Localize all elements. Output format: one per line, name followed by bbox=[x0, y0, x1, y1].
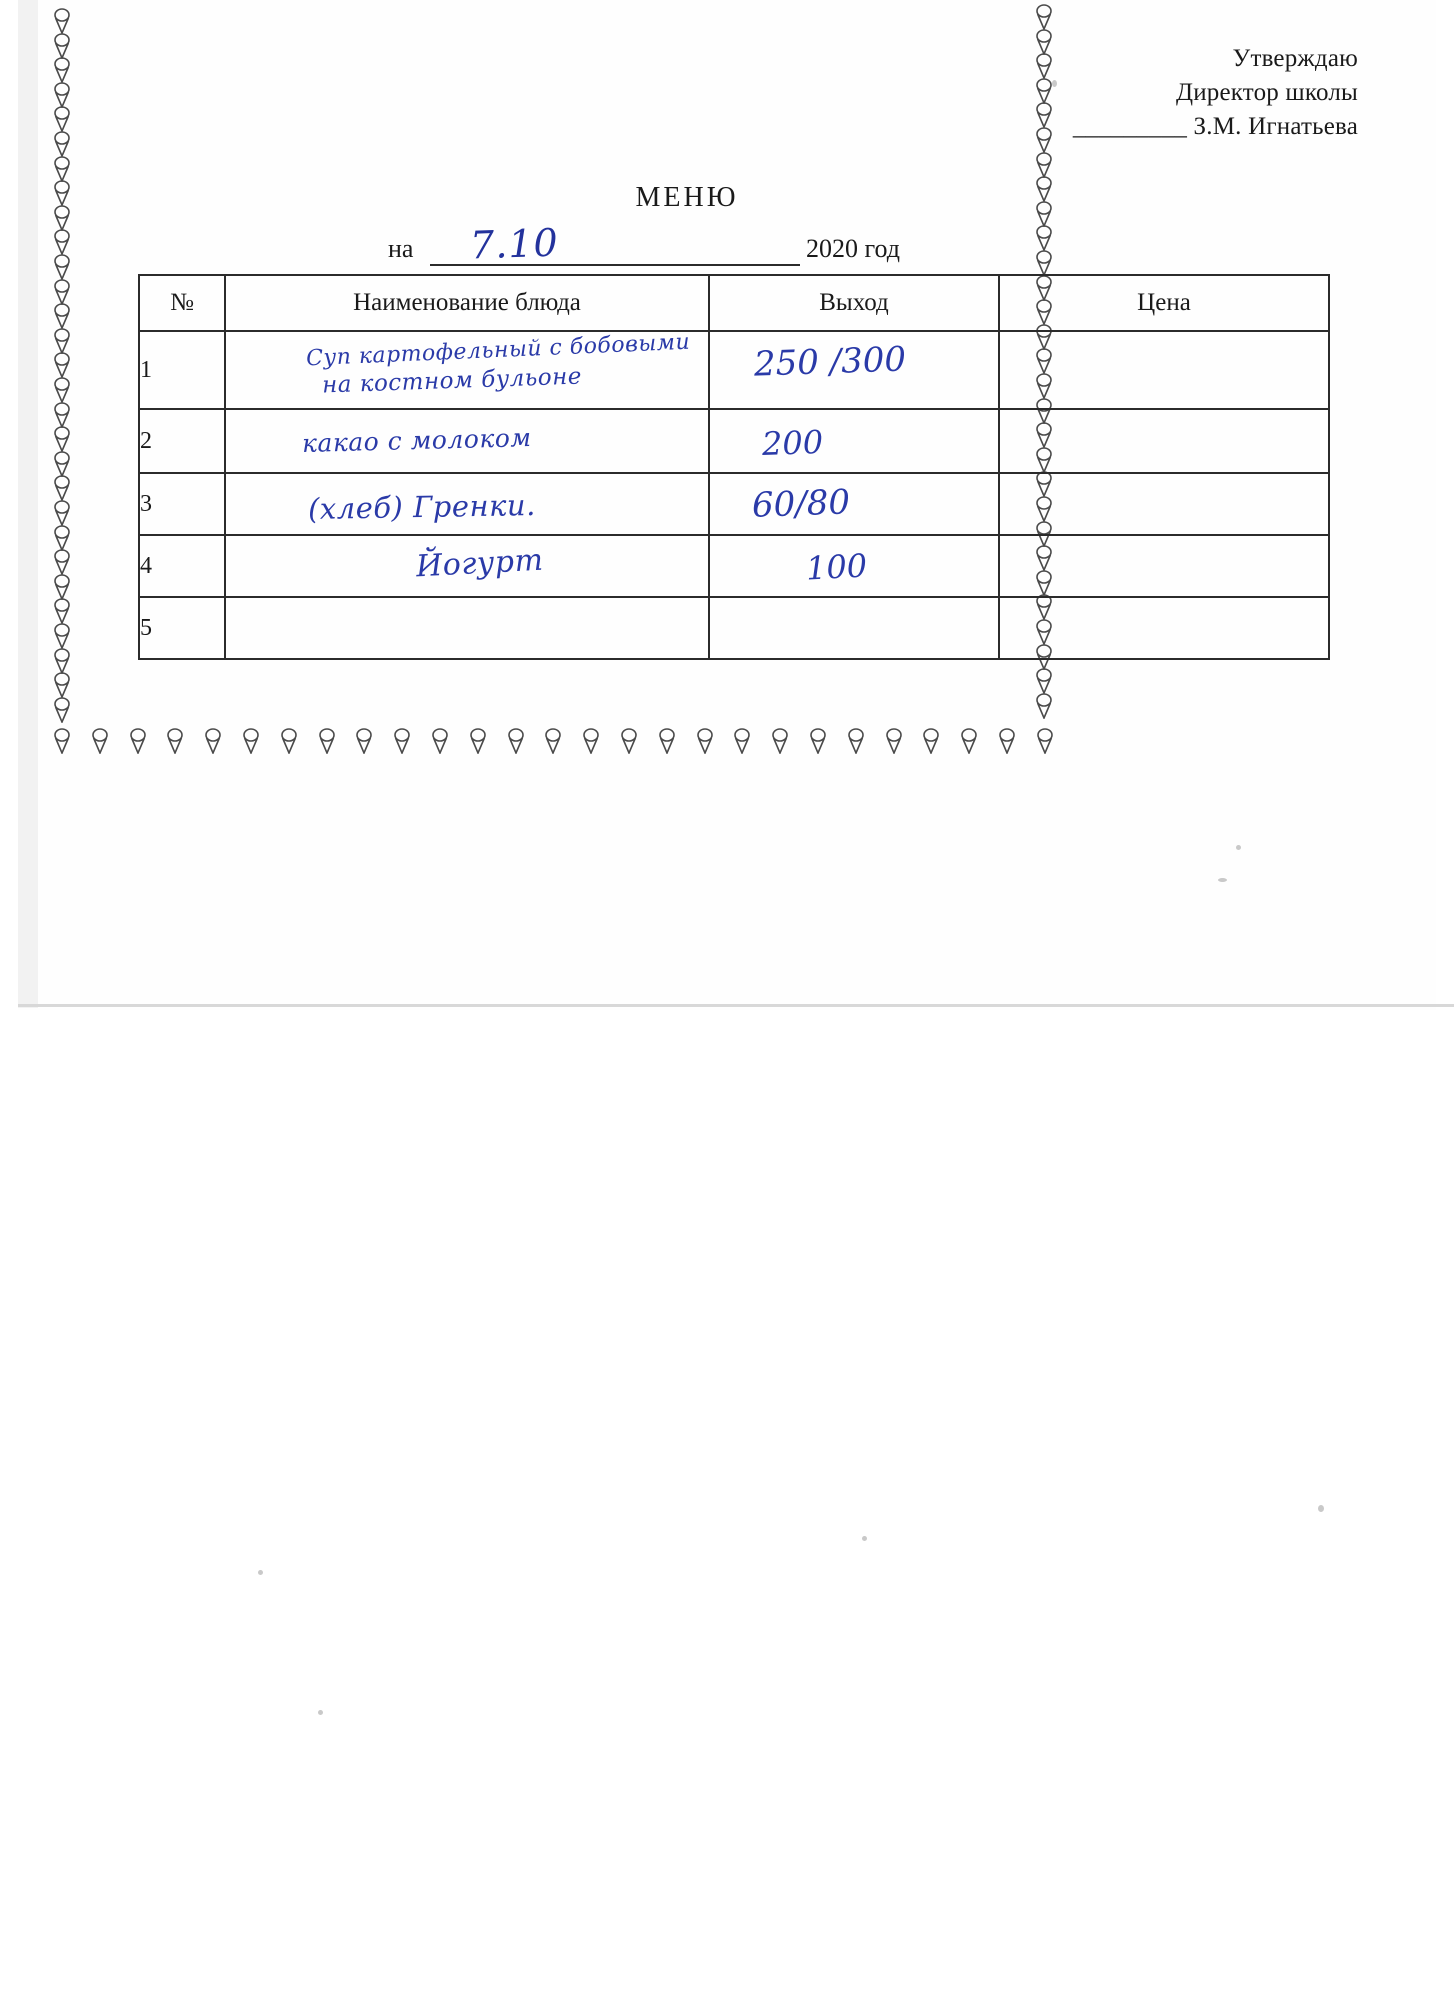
row-number: 1 bbox=[139, 331, 225, 409]
row-dish-name bbox=[225, 473, 709, 535]
table-row bbox=[139, 535, 1329, 597]
row-dish-name bbox=[225, 597, 709, 659]
row-number: 3 bbox=[139, 473, 225, 535]
scan-speck bbox=[1218, 878, 1227, 882]
handwritten-dish-line-1: Йогурт bbox=[415, 542, 545, 585]
header-number: № bbox=[139, 275, 225, 331]
handwritten-output: 200 bbox=[761, 422, 824, 464]
cone-ornament-icon bbox=[619, 728, 639, 758]
table-row bbox=[139, 473, 1329, 535]
cone-ornament-icon bbox=[128, 728, 148, 758]
cone-ornament-icon bbox=[165, 728, 185, 758]
cone-ornament-icon bbox=[1034, 693, 1054, 723]
row-output bbox=[709, 473, 999, 535]
handwritten-dish-line-2: на костном бульоне bbox=[321, 363, 583, 399]
row-number: 4 bbox=[139, 535, 225, 597]
handwritten-dish-line-1: какао с молоком bbox=[301, 423, 532, 458]
cone-ornament-icon bbox=[959, 728, 979, 758]
cone-ornament-icon bbox=[695, 728, 715, 758]
handwritten-output: 100 bbox=[805, 546, 869, 588]
scan-page-bottom-edge bbox=[18, 1004, 1454, 1007]
cone-ornament-icon bbox=[884, 728, 904, 758]
handwritten-output: 60/80 bbox=[751, 482, 851, 526]
cone-ornament-icon bbox=[354, 728, 374, 758]
approval-line-3: _________ З.М. Игнатьева bbox=[1072, 113, 1358, 140]
menu-table bbox=[138, 274, 1330, 660]
approval-line-2: Директор школы bbox=[1175, 79, 1358, 106]
scan-speck bbox=[862, 1536, 867, 1541]
cone-ornament-icon bbox=[543, 728, 563, 758]
scan-speck bbox=[258, 1570, 263, 1575]
cone-ornament-icon bbox=[997, 728, 1017, 758]
table-row bbox=[139, 597, 1329, 659]
row-output bbox=[709, 409, 999, 473]
scan-speck bbox=[318, 1710, 323, 1715]
handwritten-dish-line-1: Суп картофельный с бобовыми bbox=[305, 329, 691, 372]
cone-ornament-icon bbox=[770, 728, 790, 758]
cone-ornament-icon bbox=[846, 728, 866, 758]
scan-speck bbox=[1052, 80, 1057, 87]
cone-ornament-icon bbox=[430, 728, 450, 758]
row-dish-name bbox=[225, 409, 709, 473]
cone-ornament-icon bbox=[506, 728, 526, 758]
header-output: Выход bbox=[709, 275, 999, 331]
row-output bbox=[709, 535, 999, 597]
date-suffix-label: 2020 год bbox=[806, 234, 900, 263]
cone-ornament-icon bbox=[279, 728, 299, 758]
date-line bbox=[388, 220, 1008, 272]
handwritten-output: 250 /300 bbox=[753, 339, 907, 385]
scanned-document-page bbox=[18, 0, 1436, 1010]
row-price bbox=[999, 331, 1329, 409]
page-title bbox=[18, 182, 1436, 214]
cone-ornament-icon bbox=[203, 728, 223, 758]
table-row bbox=[139, 409, 1329, 473]
row-number: 5 bbox=[139, 597, 225, 659]
cone-ornament-icon bbox=[921, 728, 941, 758]
cone-ornament-icon bbox=[1035, 728, 1055, 758]
scan-speck bbox=[1236, 845, 1241, 850]
cone-ornament-icon bbox=[808, 728, 828, 758]
row-price bbox=[999, 409, 1329, 473]
cone-ornament-icon bbox=[90, 728, 110, 758]
header-dish-name: Наименование блюда bbox=[225, 275, 709, 331]
cone-ornament-icon bbox=[581, 728, 601, 758]
header-price: Цена bbox=[999, 275, 1329, 331]
cone-ornament-icon bbox=[732, 728, 752, 758]
row-dish-name bbox=[225, 331, 709, 409]
approval-line-1: Утверждаю bbox=[1232, 45, 1358, 72]
handwritten-dish-line-1: (хлеб) Гренки. bbox=[307, 488, 537, 526]
table-row bbox=[139, 331, 1329, 409]
row-price bbox=[999, 535, 1329, 597]
cone-ornament-icon bbox=[52, 697, 72, 727]
cone-ornament-icon bbox=[392, 728, 412, 758]
row-number: 2 bbox=[139, 409, 225, 473]
row-output bbox=[709, 597, 999, 659]
cone-ornament-icon bbox=[657, 728, 677, 758]
row-dish-name bbox=[225, 535, 709, 597]
page-title-text: МЕНЮ bbox=[635, 182, 739, 213]
row-price bbox=[999, 597, 1329, 659]
cone-ornament-icon bbox=[468, 728, 488, 758]
approval-block bbox=[1073, 42, 1358, 144]
handwritten-date: 7.10 bbox=[469, 220, 560, 268]
scan-left-margin bbox=[18, 0, 38, 1008]
table-header-row bbox=[139, 275, 1329, 331]
cone-ornament-icon bbox=[241, 728, 261, 758]
row-price bbox=[999, 473, 1329, 535]
scan-speck bbox=[1318, 1505, 1324, 1512]
cone-ornament-icon bbox=[317, 728, 337, 758]
date-prefix-label: на bbox=[388, 234, 414, 263]
cone-ornament-icon bbox=[52, 728, 72, 758]
row-output bbox=[709, 331, 999, 409]
